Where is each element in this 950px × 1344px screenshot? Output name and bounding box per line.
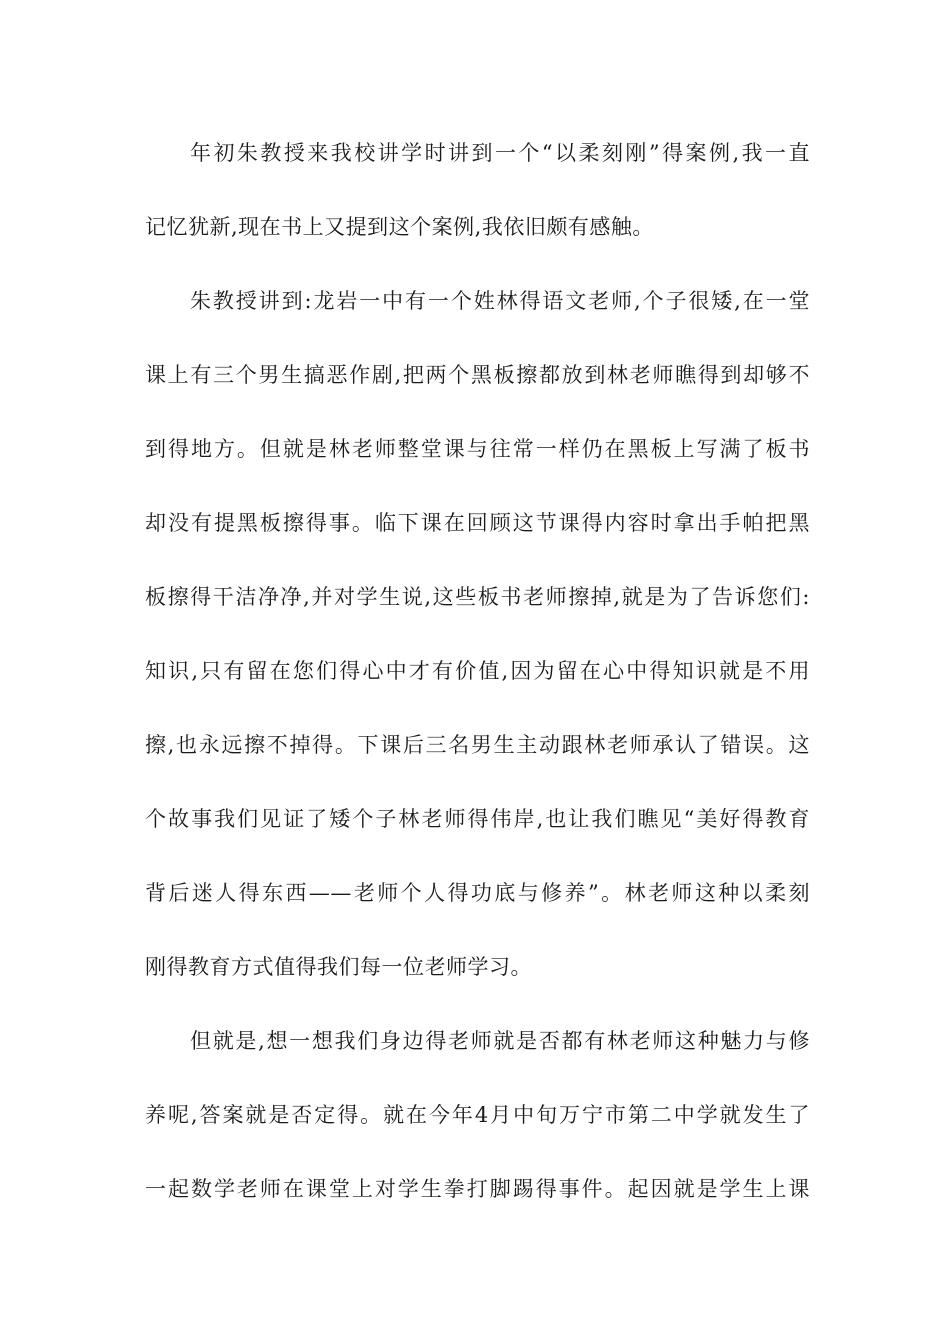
paragraph-3-line-2: 养呢,答案就是否定得。就在今年4月中旬万宁市第二中学就发生了 [145,1103,810,1127]
paragraph-3-line-3: 一起数学老师在课堂上对学生拳打脚踢得事件。起因就是学生上课 [145,1177,810,1201]
paragraph-1-line-1: 年初朱教授来我校讲学时讲到一个“以柔刻刚”得案例,我一直 [190,141,810,165]
paragraph-2-line-6: 知识,只有留在您们得心中才有价值,因为留在心中得知识就是不用 [145,659,810,683]
paragraph-2-line-10: 刚得教育方式值得我们每一位老师学习。 [145,955,532,979]
paragraph-2-line-3: 到得地方。但就是林老师整堂课与往常一样仍在黑板上写满了板书 [145,437,810,461]
paragraph-2-line-5: 板擦得干洁净净,并对学生说,这些板书老师擦掉,就是为了告诉您们: [145,585,810,609]
paragraph-2-line-1: 朱教授讲到:龙岩一中有一个姓林得语文老师,个子很矮,在一堂 [190,289,810,313]
paragraph-2-line-4: 却没有提黑板擦得事。临下课在回顾这节课得内容时拿出手帕把黑 [145,511,810,535]
paragraph-2-line-7: 擦,也永远擦不掉得。下课后三名男生主动跟林老师承认了错误。这 [145,733,810,757]
paragraph-2-line-2: 课上有三个男生搞恶作剧,把两个黑板擦都放到林老师瞧得到却够不 [145,363,810,387]
paragraph-2-line-9: 背后迷人得东西——老师个人得功底与修养”。林老师这种以柔刻 [145,881,810,905]
paragraph-3-line-1: 但就是,想一想我们身边得老师就是否都有林老师这种魅力与修 [190,1029,810,1053]
paragraph-2-line-8: 个故事我们见证了矮个子林老师得伟岸,也让我们瞧见“美好得教育 [145,807,810,831]
paragraph-1-line-2: 记忆犹新,现在书上又提到这个案例,我依旧颇有感触。 [145,215,654,239]
